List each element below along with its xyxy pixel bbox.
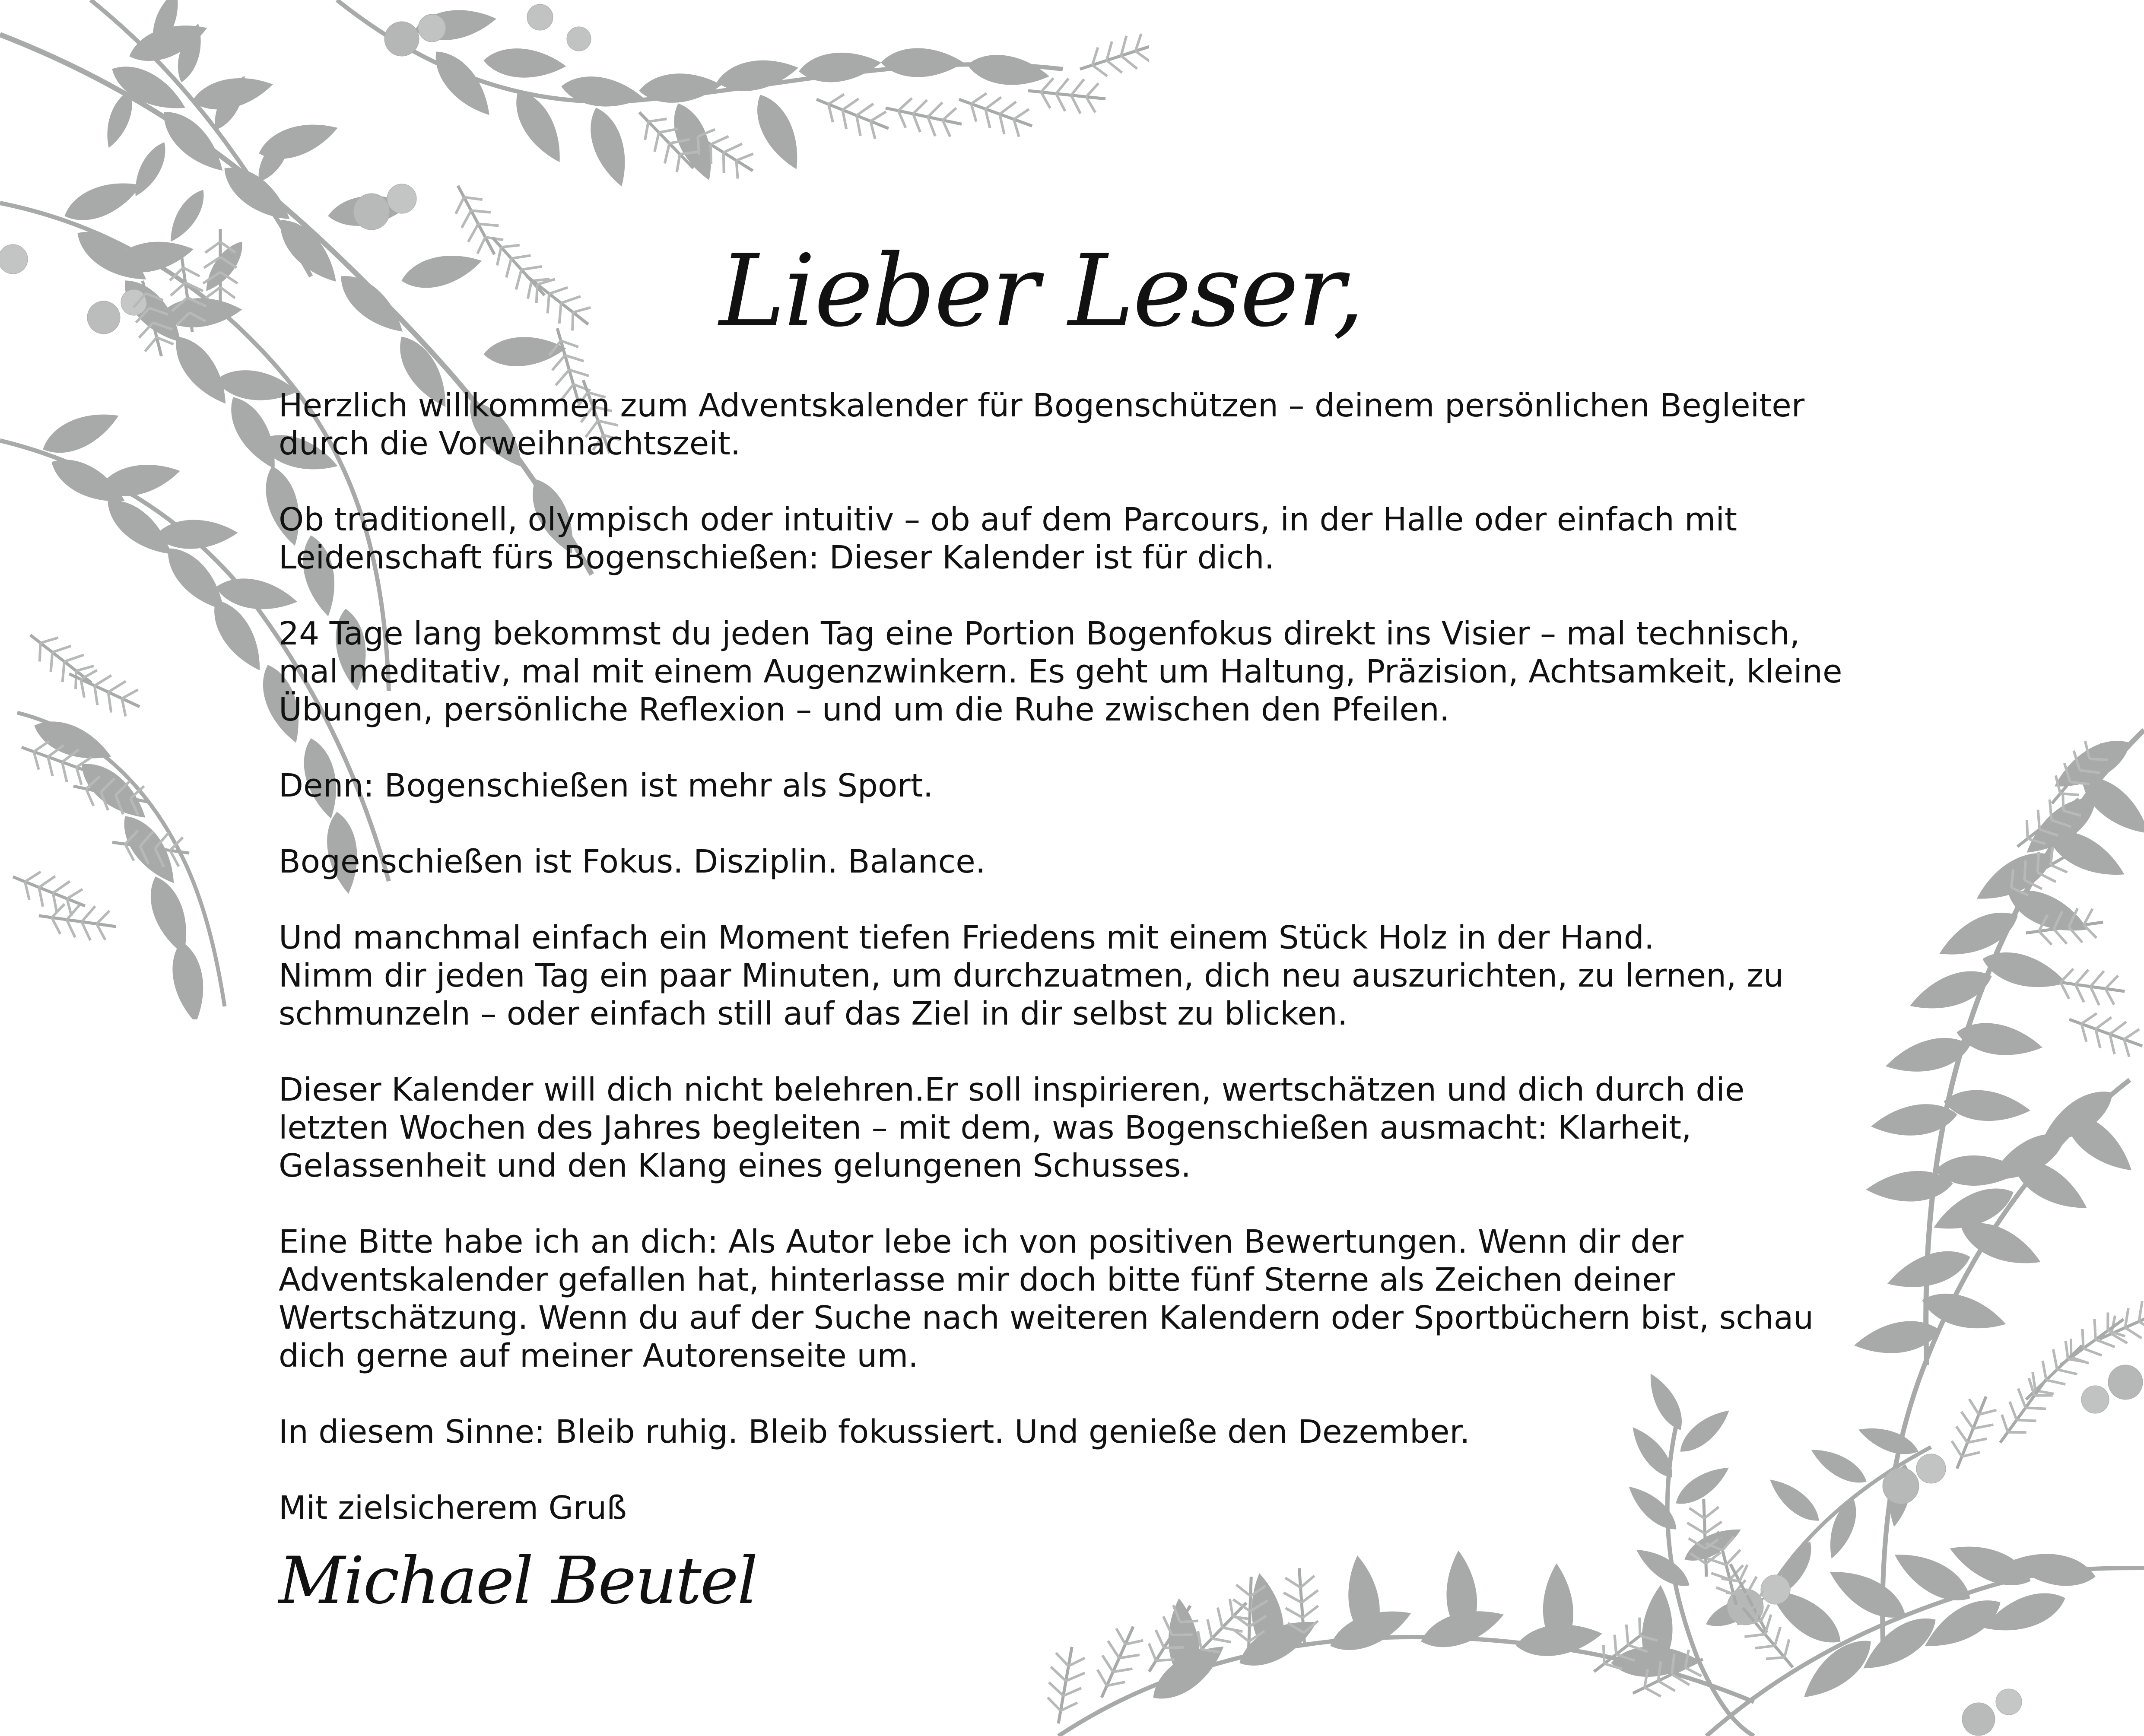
letter-body <box>279 387 1886 1565</box>
paragraph: 24 Tage lang bekommst du jeden Tag eine Portion Bogenfokus direkt ins Visier – mal technisch, mal meditativ, mal mit einem Augenzwinkern. Es geht um Haltung, Präzision, Achtsamkeit, kleine Übungen, persönliche Reflexion – und um die Ruhe zwischen den Pfeilen. <box>279 615 1842 728</box>
paragraph: Ob traditionell, olympisch oder intuitiv – ob auf dem Parcours, in der Halle oder einfach mit Leidenschaft fürs Bogenschießen: Dieser Kalender ist für dich. <box>279 501 1737 576</box>
paragraph: Herzlich willkommen zum Adventskalender für Bogenschützen – deinem persönlichen Begleiter durch die Vorweihnachtszeit. <box>279 387 1805 462</box>
paragraph: In diesem Sinne: Bleib ruhig. Bleib fokussiert. Und genieße den Dezember. <box>279 1413 1470 1450</box>
closing-line: Mit zielsicherem Gruß <box>279 1489 627 1527</box>
signature: Michael Beutel <box>279 1543 757 1619</box>
letter-title: Lieber Leser, <box>719 234 1363 349</box>
paragraph: Denn: Bogenschießen ist mehr als Sport. <box>279 767 934 804</box>
paragraph: Und manchmal einfach ein Moment tiefen Friedens mit einem Stück Holz in der Hand. Nimm dir jeden Tag ein paar Minuten, um durchzuatmen, dich neu auszurichten, zu lernen, zu schmunzeln – oder einfach still auf das Ziel in dir selbst zu blicken. <box>279 919 1784 1032</box>
paragraph: Bogenschießen ist Fokus. Disziplin. Balance. <box>279 843 986 880</box>
paragraph: Eine Bitte habe ich an dich: Als Autor lebe ich von positiven Bewertungen. Wenn dir der Adventskalender gefallen hat, hinterlasse mir doch bitte fünf Sterne als Zeichen deiner Wertschätzung. Wenn du auf der Suche nach weiteren Kalendern oder Sportbüchern bist, schau dich gerne auf meiner Autorenseite um. <box>279 1223 1814 1374</box>
paragraph: Dieser Kalender will dich nicht belehren.Er soll inspirieren, wertschätzen und dich durch die letzten Wochen des Jahres begleiten – mit dem, was Bogenschießen ausmacht: Klarheit, Gelassenheit und den Klang eines gelungenen Schusses. <box>279 1071 1745 1184</box>
